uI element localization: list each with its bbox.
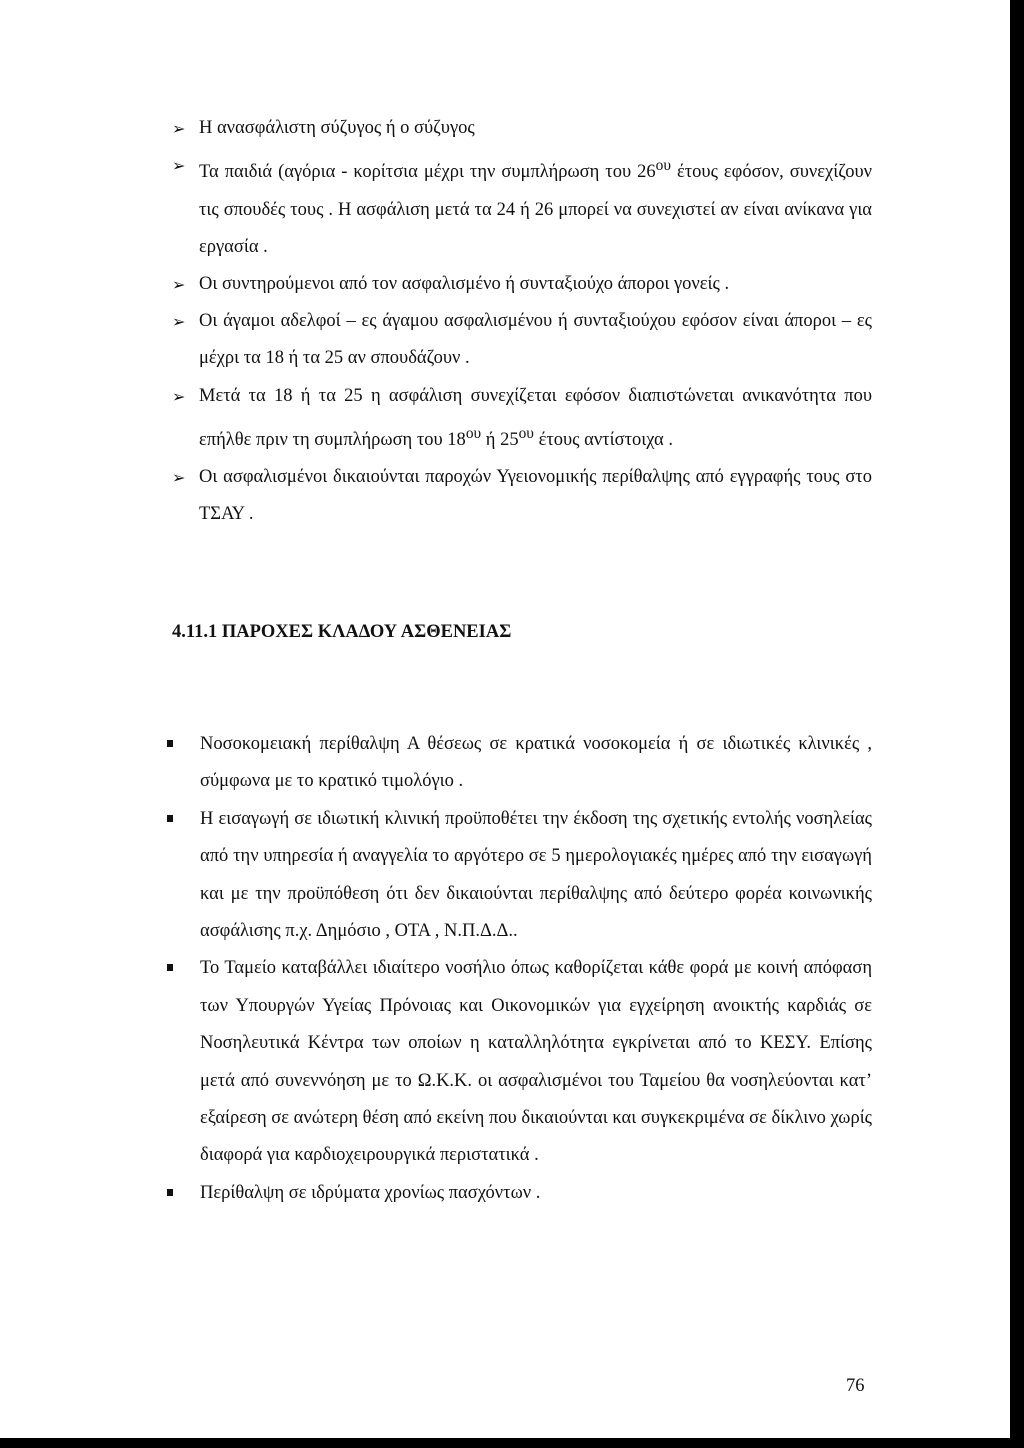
list-item: [172, 266, 872, 303]
list-item-text: Οι άγαμοι αδελφοί – ες άγαμου ασφαλισμένου ή συνταξιούχου εφόσον είναι άποροι – ες μέχρι τα 18 ή τα 25 αν σπουδάζουν .: [199, 311, 872, 369]
arrow-bullet-icon: ➢: [172, 386, 186, 406]
list-item-text: Το Ταμείο καταβάλλει ιδιαίτερο νοσήλιο όπως καθορίζεται κάθε φορά με κοινή απόφαση των Υπουργών Υγείας Πρόνοιας και Οικονομικών για εγχείρηση ανοικτής καρδιάς σε Νοσηλευτικά Κέντρα των οποίων η καταλληλότητα εγκρίνεται από το ΚΕΣΥ. Επίσης μετά από συνεννόηση με το Ω.Κ.Κ. οι ασφαλισμένοι του Ταμείου θα νοσηλεύονται κατ’ εξαίρεση σε ανώτερη θέση από εκείνη που δικαιούνται και συγκεκριμένα σε δίκλινο χωρίς διαφορά για καρδιοχειρουργικά περιστατικά .: [200, 958, 872, 1166]
sickness-benefits-list: [167, 726, 872, 1212]
square-bullet-icon: [167, 740, 173, 747]
list-item-text: Νοσοκομειακή περίθαλψη Α θέσεως σε κρατικά νοσοκομεία ή σε ιδιωτικές κλινικές , σύμφωνα με το κρατικό τιμολόγιο .: [200, 734, 872, 792]
list-item-text: Οι συντηρούμενοι από τον ασφαλισμένο ή συνταξιούχο άποροι γονείς .: [199, 273, 730, 294]
arrow-bullet-icon: ➢: [172, 468, 186, 488]
list-item: [172, 147, 872, 266]
page-number: 76: [846, 1376, 865, 1396]
list-item-text: Οι ασφαλισμένοι δικαιούνται παροχών Υγειονομικής περίθαλψης από εγγραφής τους στο ΤΣΑΥ .: [199, 467, 872, 525]
list-item-text: Τα παιδιά (αγόρια - κορίτσια μέχρι την συμπλήρωση του $26^{o\upsilon}$ έτους εφόσον, συνεχίζουν τις σπουδές τους . Η ασφάλιση μετά τα 24 ή 26 μπορεί να συνεχιστεί αν είναι ανίκανα για εργασία .: [199, 157, 872, 257]
arrow-bullet-icon: ➢: [172, 156, 186, 176]
arrow-bullet-icon: ➢: [172, 274, 186, 294]
list-item: [172, 110, 872, 147]
list-item-text: Μετά τα 18 ή τα 25 η ασφάλιση συνεχίζεται εφόσον διαπιστώνεται ανικανότητα που επήλθε πριν τη συμπλήρωση του $18^{o\upsilon}$ ή $25^{o\upsilon}$ έτους αντίστοιχα .: [199, 385, 872, 450]
list-item: [172, 459, 872, 533]
arrow-bullet-icon: ➢: [172, 119, 186, 138]
list-item: [167, 950, 872, 1174]
list-item: [172, 378, 872, 460]
eligible-dependents-list: [172, 110, 872, 534]
list-item: [167, 726, 872, 801]
list-item: [167, 801, 872, 951]
arrow-bullet-icon: ➢: [172, 312, 186, 332]
list-item-text: Η εισαγωγή σε ιδιωτική κλινική προϋποθέτει την έκδοση της σχετικής εντολής νοσηλείας από την υπηρεσία ή αναγγελία το αργότερο σε 5 ημερολογιακές ημέρες από την εισαγωγή και με την προϋπόθεση ότι δεν δικαιούνται περίθαλψης από δεύτερο φορέα κοινωνικής ασφάλισης π.χ. Δημόσιο , ΟΤΑ , Ν.Π.Δ.Δ..: [200, 808, 872, 942]
square-bullet-icon: [167, 815, 173, 822]
list-item-text: Περίθαλψη σε ιδρύματα χρονίως πασχόντων .: [200, 1182, 541, 1203]
square-bullet-icon: [167, 964, 173, 971]
list-item: [172, 303, 872, 377]
section-heading: 4.11.1 ΠΑΡΟΧΕΣ ΚΛΑΔΟΥ ΑΣΘΕΝΕΙΑΣ: [172, 622, 512, 642]
list-item: [167, 1175, 872, 1212]
square-bullet-icon: [167, 1189, 173, 1196]
list-item-text: Η ανασφάλιστη σύζυγος ή ο σύζυγος: [199, 118, 475, 138]
